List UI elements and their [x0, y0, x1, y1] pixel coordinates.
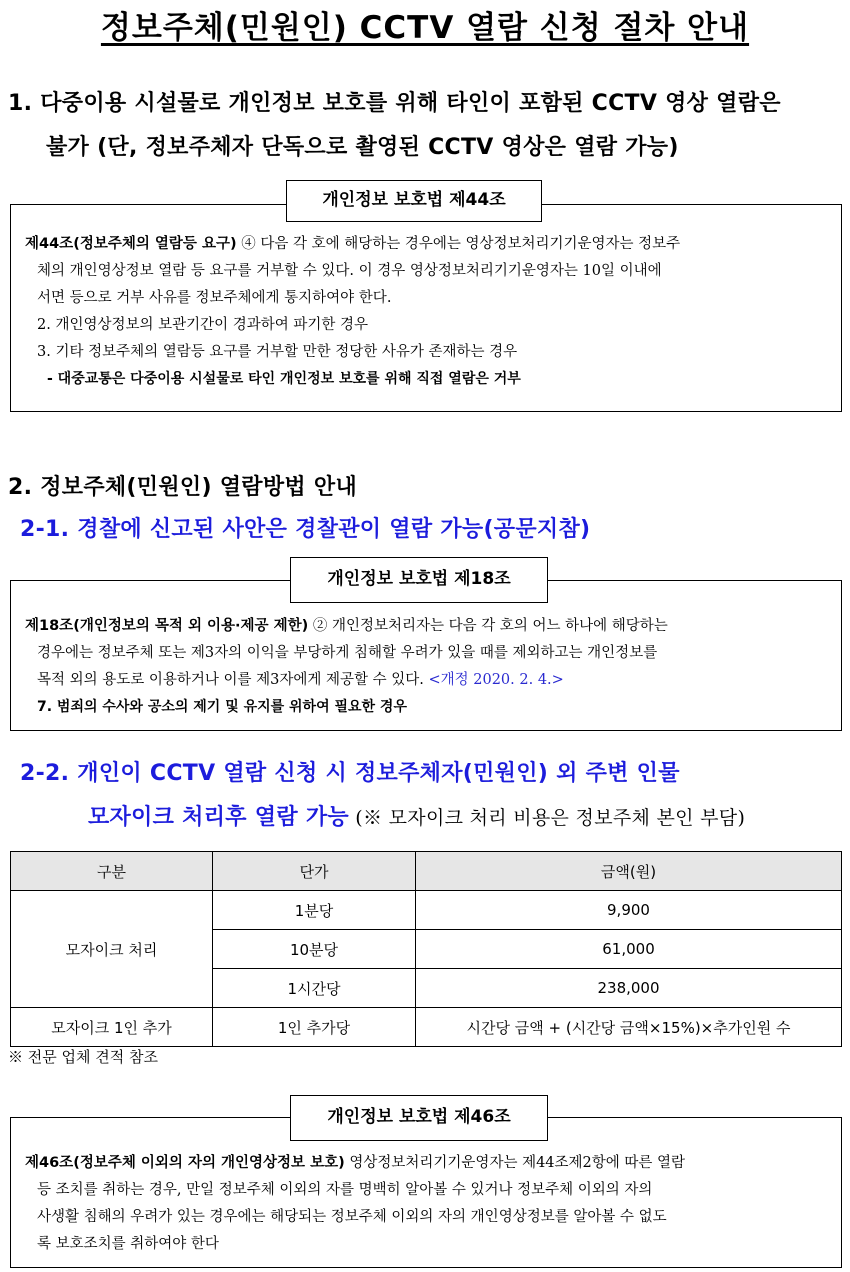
law18-head: 제18조(개인정보의 목적 외 이용·제공 제한) — [25, 618, 309, 634]
table-cell: 1인 추가당 — [213, 1008, 416, 1047]
table-cell: 1시간당 — [213, 969, 416, 1008]
law18-amend: <개정 2020. 2. 4.> — [428, 672, 564, 688]
section2-sub2-line1: 2-2. 개인이 CCTV 열람 신청 시 정보주체자(민원인) 외 주변 인물 — [20, 761, 680, 786]
law18-tab: 개인정보 보호법 제18조 — [290, 557, 548, 603]
table-header: 구분 — [11, 852, 213, 891]
footnote: ※ 전문 업체 견적 참조 — [8, 1048, 158, 1066]
table-cell: 238,000 — [416, 969, 842, 1008]
table-cell: 1분당 — [213, 891, 416, 930]
section2-sub1: 2-1. 경찰에 신고된 사안은 경찰관이 열람 가능(공문지참) — [20, 517, 591, 542]
section1-line1: 1. 다중이용 시설물로 개인정보 보호를 위해 타인이 포함된 CCTV 영상 열람은 — [8, 91, 781, 116]
law18-item7: 7. 범죄의 수사와 공소의 제기 및 유지를 위하여 필요한 경우 — [37, 699, 407, 715]
law46-line1: 영상정보처리기기운영자는 제44조제2항에 따른 열람 — [344, 1155, 686, 1171]
law44-sub: - 대중교통은 다중이용 시설물로 타인 개인정보 보호를 위해 직접 열람은 거부 — [47, 371, 521, 387]
law44-line1: ④ 다음 각 호에 해당하는 경우에는 영상정보처리기기운영자는 정보주 — [236, 236, 681, 252]
law44-line3: 서면 등으로 거부 사유를 정보주체에게 통지하여야 한다. — [37, 290, 392, 306]
table-cell: 모자이크 1인 추가 — [11, 1008, 213, 1047]
law46-head: 제46조(정보주체 이외의 자의 개인영상정보 보호) — [25, 1155, 345, 1171]
table-row — [11, 1008, 842, 1047]
fee-table — [10, 851, 842, 1047]
table-cell-group: 모자이크 처리 — [11, 891, 213, 1008]
law18-line3: 목적 외의 용도로 이용하거나 이를 제3자에게 제공할 수 있다. — [37, 672, 429, 688]
law46-line4: 록 보호조치를 취하여야 한다 — [37, 1236, 219, 1252]
page-title: 정보주체(민원인) CCTV 열람 신청 절차 안내 — [100, 10, 750, 46]
section2-sub2-line2 — [88, 800, 745, 831]
law44-line2: 체의 개인영상정보 열람 등 요구를 거부할 수 있다. 이 경우 영상정보처리기기운영자는 10일 이내에 — [37, 263, 662, 279]
table-header: 금액(원) — [416, 852, 842, 891]
law44-tab: 개인정보 보호법 제44조 — [286, 180, 542, 222]
section2-heading: 2. 정보주체(민원인) 열람방법 안내 — [8, 475, 358, 500]
section2-sub2-note: (※ 모자이크 처리 비용은 정보주체 본인 부담) — [348, 807, 746, 829]
law18-line2: 경우에는 정보주체 또는 제3자의 이익을 부당하게 침해할 우려가 있을 때를 제외하고는 개인정보를 — [37, 645, 658, 661]
law44-head: 제44조(정보주체의 열람등 요구) — [25, 236, 237, 252]
section1-line2: 불가 (단, 정보주체자 단독으로 촬영된 CCTV 영상은 열람 가능) — [46, 135, 679, 160]
section2-sub2-text: 모자이크 처리후 열람 가능 — [88, 805, 349, 830]
table-cell: 9,900 — [416, 891, 842, 930]
law46-line3: 사생활 침해의 우려가 있는 경우에는 해당되는 정보주체 이외의 자의 개인영상정보를 알아볼 수 없도 — [37, 1209, 667, 1225]
table-cell: 시간당 금액 + (시간당 금액×15%)×추가인원 수 — [416, 1008, 842, 1047]
law46-line2: 등 조치를 취하는 경우, 만일 정보주체 이외의 자를 명백히 알아볼 수 있거나 정보주체 이외의 자의 — [37, 1182, 653, 1198]
law18-line1: ② 개인정보처리자는 다음 각 호의 어느 하나에 해당하는 — [308, 618, 668, 634]
law44-item2: 2. 개인영상정보의 보관기간이 경과하여 파기한 경우 — [37, 317, 369, 333]
table-row — [11, 891, 842, 930]
law46-tab: 개인정보 보호법 제46조 — [290, 1095, 548, 1141]
table-header: 단가 — [213, 852, 416, 891]
table-cell: 61,000 — [416, 930, 842, 969]
law44-box — [10, 204, 842, 412]
table-cell: 10분당 — [213, 930, 416, 969]
law44-item3: 3. 기타 정보주체의 열람등 요구를 거부할 만한 정당한 사유가 존재하는 경우 — [37, 344, 518, 360]
table-header-row — [11, 852, 842, 891]
